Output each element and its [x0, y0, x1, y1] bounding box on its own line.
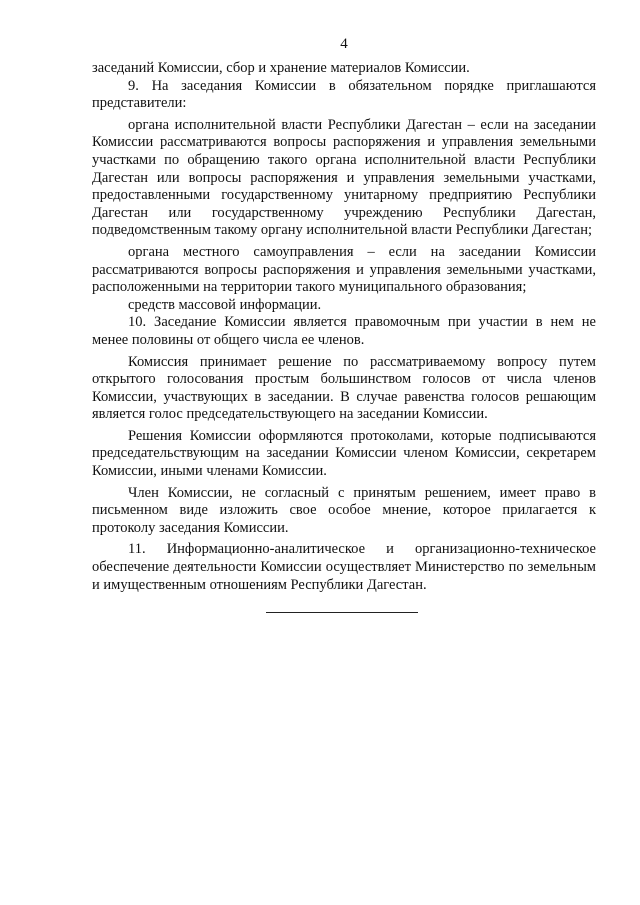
paragraph-voting: Комиссия принимает решение по рассматриваемому вопросу путем открытого голосования простым большинством голосов от числа членов Комиссии, участвующих в заседании. В случае равенства голосов решающим является голос председательствующего на заседании Комиссии. [92, 353, 596, 423]
paragraph-executive-body: органа исполнительной власти Республики Дагестан – если на заседании Комиссии рассматриваются вопросы распоряжения и управления земельными участками по обращению такого органа исполнительной власти Республики Дагестан или вопросы распоряжения и управления земельными участками, предоставленными государственному унитарному предприятию Республики Дагестан или государственному учреждению Республики Дагестан, подведомственным такому органу исполнительной власти Республики Дагестан; [92, 116, 596, 239]
paragraph-item-9: 9. На заседания Комиссии в обязательном порядке приглашаются представители: [92, 77, 596, 112]
page-number: 4 [340, 36, 348, 52]
paragraph-continuation: заседаний Комиссии, сбор и хранение материалов Комиссии. [92, 60, 470, 76]
paragraph-protocols: Решения Комиссии оформляются протоколами, которые подписываются председательствующим на заседании Комиссии членом Комиссии, секретарем Комиссии, иными членами Комиссии. [92, 427, 596, 480]
paragraph-dissent: Член Комиссии, не согласный с принятым решением, имеет право в письменном виде изложить свое особое мнение, которое прилагается к протоколу заседания Комиссии. [92, 484, 596, 536]
end-rule-divider [266, 612, 418, 613]
document-page [92, 34, 596, 594]
paragraph-mass-media: средств массовой информации. [128, 296, 322, 313]
paragraph-item-10: 10. Заседание Комиссии является правомочным при участии в нем не менее половины от общего числа ее членов. [92, 314, 596, 348]
paragraph-item-11: 11. Информационно-аналитическое и организационно-техническое обеспечение деятельности Комиссии осуществляет Министерство по земельным и имущественным отношениям Республики Дагестан. [92, 541, 596, 593]
paragraph-local-government: органа местного самоуправления – если на заседании Комиссии рассматриваются вопросы распоряжения и управления земельными участками, расположенными на территории такого муниципального образования; [92, 243, 596, 296]
